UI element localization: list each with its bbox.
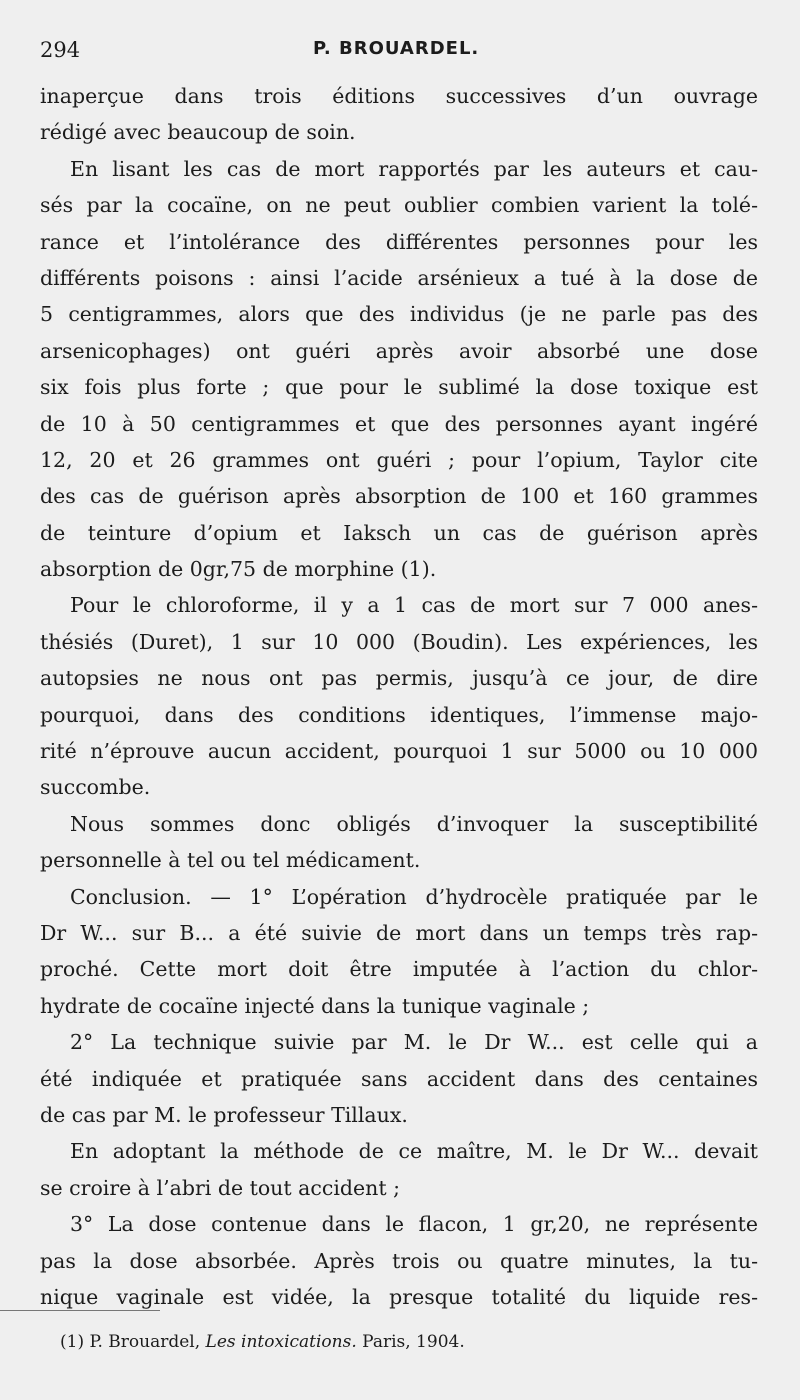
- text-line: se croire à l’abri de tout accident ;: [40, 1175, 400, 1200]
- text-line: succombe.: [40, 775, 151, 800]
- text-line: des cas de guérison après absorption de 100 et 160 grammes: [40, 484, 758, 509]
- text-line: rance et l’intolérance des différentes personnes pour les: [40, 229, 758, 254]
- running-head-author: P. BROUARDEL.: [313, 38, 480, 59]
- text-line: six fois plus forte ; que pour le sublimé la dose toxique est: [40, 375, 758, 400]
- footnote-marker: (1) P. Brouardel,: [60, 1332, 201, 1352]
- text-line: absorption de 0gr,75 de morphine (1).: [40, 557, 437, 582]
- text-line: inaperçue dans trois éditions successives d’un ouvrage: [40, 84, 758, 108]
- footnote-rule: [0, 1310, 160, 1311]
- footnote: [60, 1332, 465, 1352]
- text-line: sés par la cocaïne, on ne peut oublier combien varient la tolé-: [40, 193, 758, 218]
- text-line: 5 centigrammes, alors que des individus (je ne parle pas des: [40, 302, 758, 327]
- footnote-title: Les intoxications.: [205, 1332, 357, 1352]
- text-line: 3° La dose contenue dans le flacon, 1 gr,20, ne représente: [70, 1212, 758, 1237]
- text-line: autopsies ne nous ont pas permis, jusqu’à ce jour, de dire: [40, 666, 758, 691]
- text-line: pas la dose absorbée. Après trois ou quatre minutes, la tu-: [40, 1248, 758, 1273]
- text-line: Nous sommes donc obligés d’invoquer la susceptibilité: [70, 811, 758, 836]
- text-line: proché. Cette mort doit être imputée à l’action du chlor-: [40, 957, 758, 982]
- page-number: 294: [40, 38, 81, 62]
- text-line: 2° La technique suivie par M. le Dr W... est celle qui a: [70, 1030, 758, 1055]
- text-line: pourquoi, dans des conditions identiques, l’immense majo-: [40, 702, 758, 727]
- text-line: Pour le chloroforme, il y a 1 cas de mort sur 7 000 anes-: [70, 593, 758, 618]
- text-line: de teinture d’opium et Iaksch un cas de guérison après: [40, 520, 758, 545]
- text-line: différents poisons : ainsi l’acide arsénieux a tué à la dose de: [40, 265, 758, 290]
- text-line: de 10 à 50 centigrammes et que des personnes ayant ingéré: [40, 411, 758, 436]
- text-line: 12, 20 et 26 grammes ont guéri ; pour l’opium, Taylor cite: [40, 447, 758, 472]
- text-line: rédigé avec beaucoup de soin.: [40, 120, 356, 145]
- text-line: de cas par M. le professeur Tillaux.: [40, 1102, 408, 1127]
- text-line: hydrate de cocaïne injecté dans la tunique vaginale ;: [40, 993, 590, 1018]
- text-line: été indiquée et pratiquée sans accident dans des centaines: [40, 1066, 758, 1091]
- text-line: Conclusion. — 1° L’opération d’hydrocèle pratiquée par le: [70, 884, 758, 909]
- footnote-rest: Paris, 1904.: [362, 1332, 465, 1352]
- text-line: En lisant les cas de mort rapportés par les auteurs et cau-: [70, 156, 758, 181]
- body-text: [40, 78, 758, 1315]
- text-line: nique vaginale est vidée, la presque totalité du liquide res-: [40, 1284, 758, 1309]
- running-header: [40, 38, 740, 78]
- text-line: arsenicophages) ont guéri après avoir absorbé une dose: [40, 338, 758, 363]
- text-line: rité n’éprouve aucun accident, pourquoi 1 sur 5000 ou 10 000: [40, 739, 758, 764]
- text-line: En adoptant la méthode de ce maître, M. le Dr W... devait: [70, 1139, 758, 1164]
- text-line: personnelle à tel ou tel médicament.: [40, 848, 421, 873]
- text-line: Dr W... sur B... a été suivie de mort dans un temps très rap-: [40, 920, 758, 945]
- text-line: thésiés (Duret), 1 sur 10 000 (Boudin). Les expériences, les: [40, 629, 758, 654]
